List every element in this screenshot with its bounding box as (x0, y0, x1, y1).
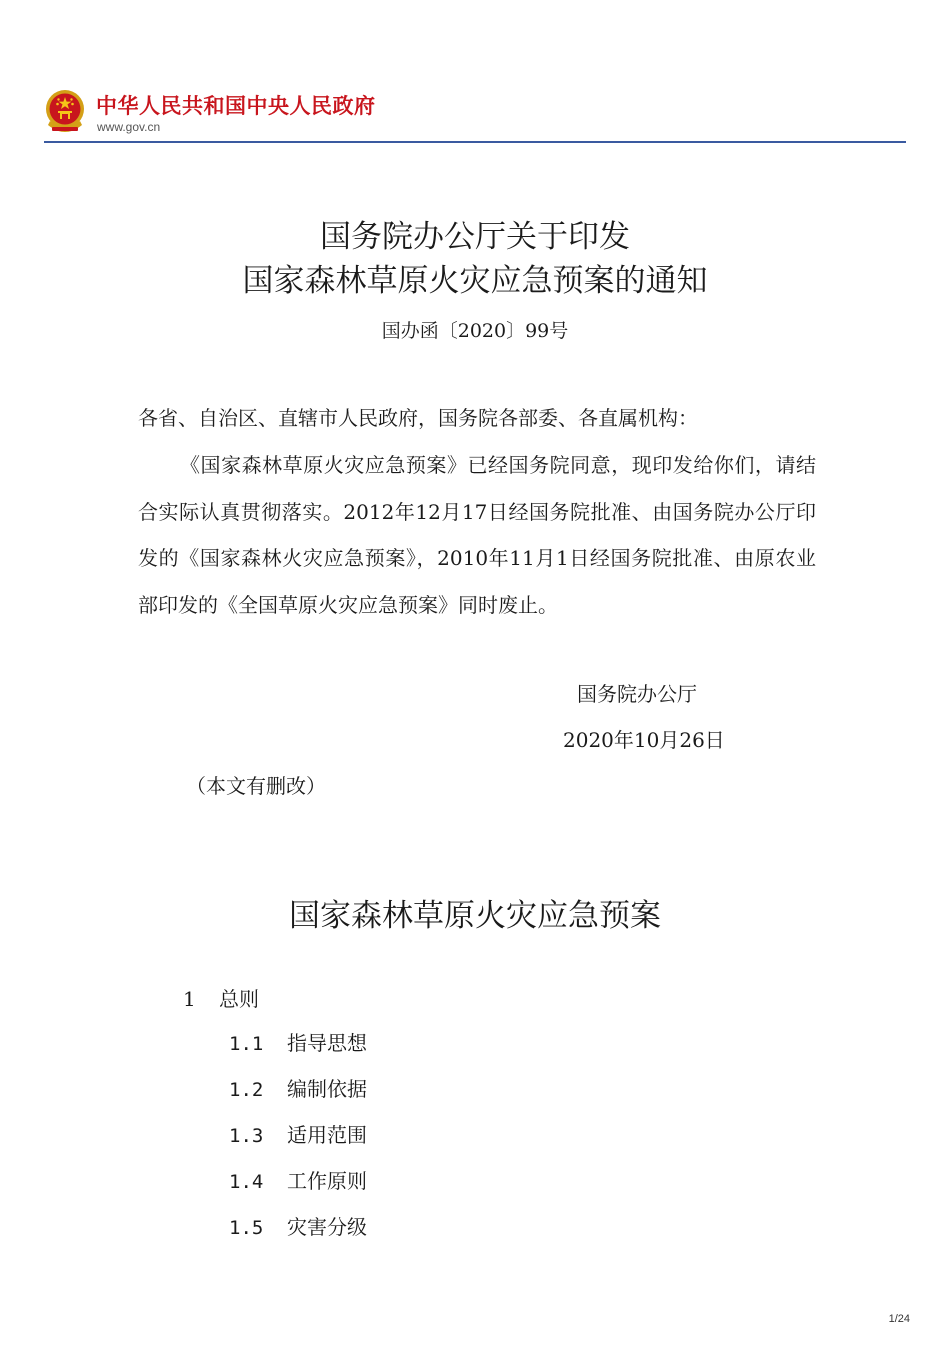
salutation: 各省、自治区、直辖市人民政府，国务院各部委、各直属机构： (138, 406, 698, 430)
document-number: 国办函〔2020〕99号 (381, 320, 569, 342)
header-divider (44, 141, 906, 143)
toc-item-number: 1.3 (229, 1125, 264, 1147)
notice-title-line-2: 国家森林草原火灾应急预案的通知 (242, 263, 708, 299)
toc-item-number: 1.2 (229, 1079, 264, 1101)
toc-item-label: 灾害分级 (287, 1215, 367, 1239)
toc-item-number: 1.5 (229, 1217, 264, 1239)
toc-item-number: 1.1 (229, 1033, 264, 1055)
plan-title: 国家森林草原火灾应急预案 (289, 898, 661, 934)
toc-item (229, 1027, 367, 1056)
toc-item (229, 1119, 367, 1148)
site-name[interactable]: 中华人民共和国中央人民政府 (96, 94, 376, 118)
notice-body: 《国家森林草原火灾应急预案》已经国务院同意，现印发给你们，请结合实际认真贯彻落实。2012年12月17日经国务院批准、由国务院办公厅印发的《国家森林火灾应急预案》，2010年11月1日经国务院批准、由原农业部印发的《全国草原火灾应急预案》同时废止。 (138, 453, 816, 617)
site-header (44, 86, 906, 146)
page-indicator: 1/24 (888, 1313, 910, 1325)
toc-section-1 (183, 983, 259, 1012)
toc-item-label: 适用范围 (287, 1123, 367, 1147)
signer: 国务院办公厅 (577, 682, 697, 706)
sign-date: 2020年10月26日 (563, 728, 725, 752)
toc-item (229, 1073, 367, 1102)
edit-note: （本文有删改） (186, 774, 326, 798)
toc-item-number: 1.4 (229, 1171, 264, 1193)
toc-item-label: 编制依据 (287, 1077, 367, 1101)
toc-item (229, 1165, 367, 1194)
toc-item-label: 指导思想 (287, 1031, 367, 1055)
toc-section-label: 总则 (219, 987, 259, 1011)
national-emblem-icon (44, 89, 86, 135)
toc-section-number: 1 (183, 987, 196, 1011)
toc-item-label: 工作原则 (287, 1169, 367, 1193)
site-url[interactable]: www.gov.cn (97, 120, 161, 134)
notice-title-line-1: 国务院办公厅关于印发 (320, 219, 630, 255)
toc-item (229, 1211, 367, 1240)
